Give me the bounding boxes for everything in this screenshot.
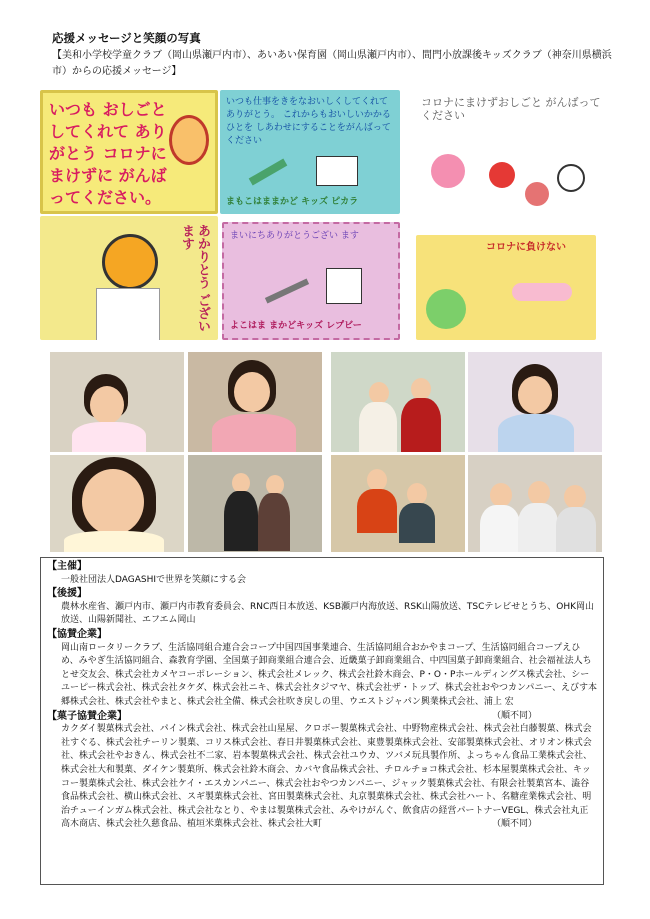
photo-child-peace-sign [50, 352, 184, 452]
photo-child-closeup [50, 455, 184, 552]
page-title: 応援メッセージと笑顔の写真 [52, 31, 201, 45]
sponsor-text: 一般社団法人DAGASHIで世界を笑顔にする会 [61, 574, 247, 585]
confectionery-heading: 【菓子協賛企業】 [47, 710, 127, 722]
intro-text: 【美和小学校学童クラブ（岡山県瀬戸内市）、あいあい保育園（岡山県瀬戸内市）、間門小放課後キッズクラブ（神奈川県横浜市）からの応援メッセージ】 [52, 50, 612, 77]
drawing-white-flowers: コロナにまけずおしごと がんばってください [413, 90, 609, 228]
partners-heading: 【協賛企業】 [47, 628, 107, 640]
drawing-thank-you-blue: いつも仕事をきをなおいしくしてくれて ありがとう。 これからもおいしいかかるひとを しあわせにすることをがんばってください まもこはままかど キッズ ピカラ [220, 90, 400, 214]
partners-text: 岡山南ロータリークラブ、生活協同組合連合会コープ中国四国事業連合、生活協同組合おかやまコープ、生活協同組合コープえひめ、みやぎ生活協同組合、森教育学園、全国菓子卸商業組合連合会、近畿菓子卸商業組合、中四国菓子卸商業組合、社会福祉法人ちとせ交友会、株式会社カメヤコーポレーション、株式会社メレック、株式会社鈴木商会、P・O・Pホールディングス株式会社、シーユーピー株式会社、株式会社タケダ、株式会社ニキ、株式会社タジマヤ、株式会社ザ・トップ、株式会社おやつカンパニー、えびす本郷株式会社、株式会社やまと、株式会社全備、株式会社吹き戻しの里、ウエストジャパン興業株式会社、浦上 宏 （順不同） [47, 642, 597, 710]
drawing-pink-hospital: まいにちありがとうござい ます よこはま まかどキッズ レプビー [222, 222, 400, 340]
doctor-coat-icon [96, 288, 160, 340]
photo-three-children [468, 455, 602, 552]
drawing-doctor-portrait: あかりとう ございます [40, 216, 218, 340]
hospital-icon [316, 156, 358, 186]
sponsor-heading: 【主催】 [47, 561, 87, 572]
support-text: 農林水産省、瀬戸内市、瀬戸内市教育委員会、RNC西日本放送、KSB瀬戸内海放送、RSK山陽放送、TSCテレビせとうち、OHK岡山放送、山陽新聞社、エフエム岡山 [61, 601, 594, 626]
flower-icon [431, 154, 465, 188]
photo-kids-goods [331, 455, 465, 552]
syringe-icon [249, 159, 288, 186]
confectionery-text: カクダイ製菓株式会社、パイン株式会社、株式会社山星屋、クロボー製菓株式会社、中野物産株式会社、株式会社白藤製菓、株式会社すぐる、株式会社チーリン製菓、コリス株式会社、春日井製菓株式会社、東豊製菓株式会社、安部製菓株式会社、オリオン株式会社、株式会社やおきん、株式会社不二家、岩本製菓株式会社、株式会社ユウカ、ツバメ玩具製作所、よっちゃん食品工業株式会社、株式会社大和製菓、ダイケン製菓所、株式会社鈴木商会、カバヤ食品株式会社、チロルチョコ株式会社、杉本屋製菓株式会社、キッコー製菓株式会社、株式会社ケイ・エスカンパニー、株式会社おやつカンパニー、ジャック製菓株式会社、有限会社製菓宮本、澁谷食品株式会社、横山株式会社、スギ製菓株式会社、宮田製菓株式会社、丸京製菓株式会社、株式会社ハート、名糖産業株式会社、明治チューインガム株式会社、株式会社なとり、やまは製菓株式会社、みやけがんぐ、飲食店の経営パートナーVEGL、株式会社丸正高木商店、株式会社久慈食品、植垣米菓株式会社、株式会社大町 （順不同） [47, 723, 597, 832]
drawing-thank-you-yellow: いつも おしごと してくれて ありがとう コロナに まけずに がんばってください。 [40, 90, 218, 214]
confectionery-order-note: （順不同） [491, 819, 537, 830]
flower-icon [489, 162, 515, 188]
doctor-face-icon [102, 234, 158, 290]
photo-children-store [188, 455, 322, 552]
animal-icon [557, 164, 585, 192]
hospital-icon [326, 268, 362, 304]
support-heading: 【後援】 [47, 588, 87, 600]
credits-box [40, 557, 604, 885]
partners-order-note: （順不同） [491, 710, 537, 721]
photo-child-shop-shelf [188, 352, 322, 452]
photo-child-flowers [468, 352, 602, 452]
drawing-yellow-music: コロナに負けない [416, 235, 596, 340]
photo-shop-group [331, 352, 465, 452]
character-icon [426, 289, 466, 329]
character-icon [169, 115, 209, 165]
syringe-icon [265, 279, 309, 304]
flower-icon [525, 182, 549, 206]
music-note-icon [512, 283, 572, 301]
